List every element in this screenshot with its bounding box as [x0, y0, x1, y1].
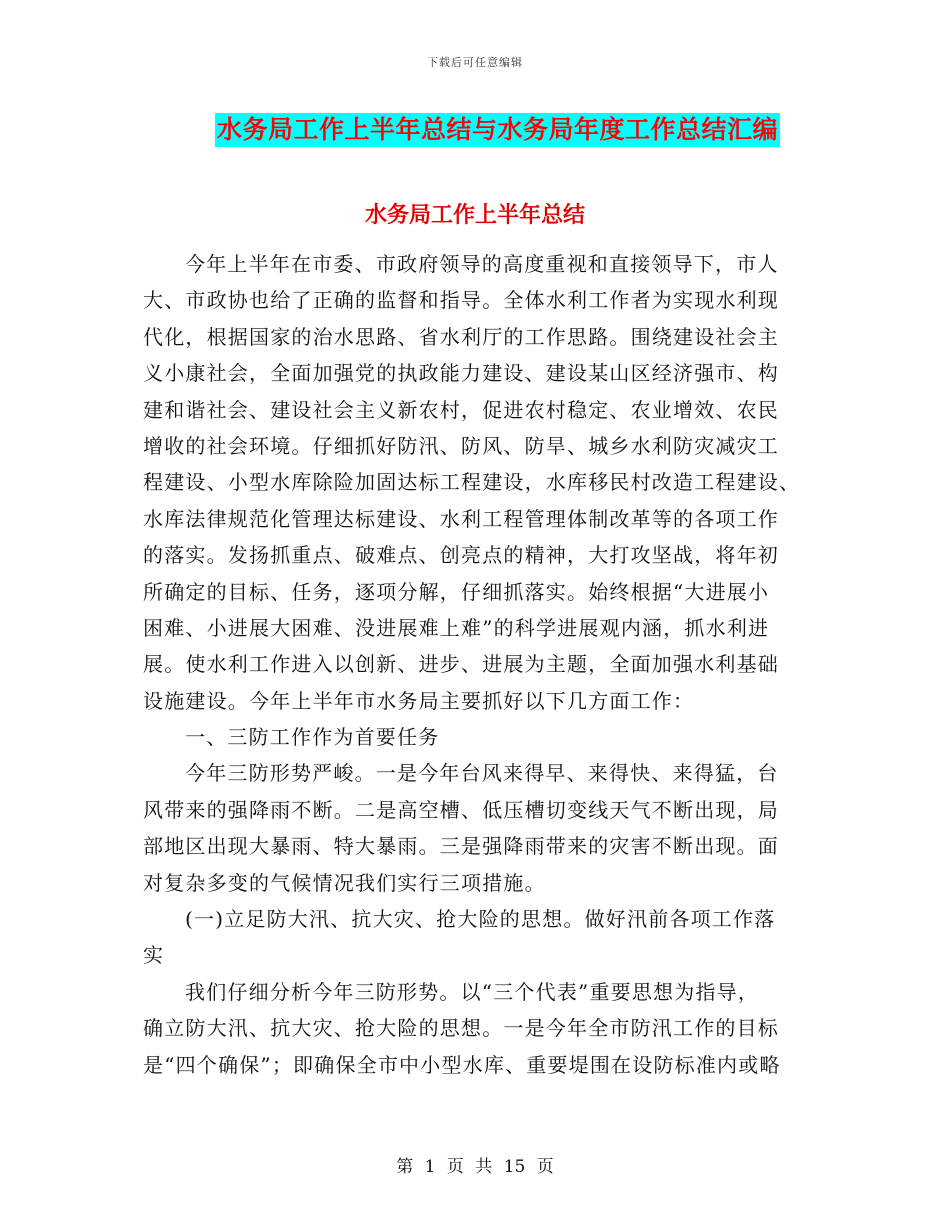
main-title-container	[0, 113, 950, 147]
text-line: 困难、小进展大困难、没进展难上难”的科学进展观内涵，抓水利进	[143, 615, 770, 640]
text-line: 部地区出现大暴雨、特大暴雨。三是强降雨带来的灾害不断出现。面	[143, 834, 779, 859]
text-line: 所确定的目标、任务，逐项分解，仔细抓落实。始终根据“大进展小	[143, 579, 770, 604]
text-line: 大、市政协也给了正确的监督和指导。全体水利工作者为实现水利现	[143, 288, 779, 313]
text-line: 的落实。发扬抓重点、破难点、创亮点的精神，大打攻坚战，将年初	[143, 543, 779, 568]
page-footer: 第 1 页 共 15 页	[396, 1157, 554, 1177]
text-line: 是“四个确保”；即确保全市中小型水库、重要堤围在设防标准内或略	[143, 1052, 781, 1077]
text-line: 我们仔细分析今年三防形势。以“三个代表”重要思想为指导，	[185, 979, 760, 1004]
text-line: 设施建设。今年上半年市水务局主要抓好以下几方面工作：	[143, 688, 695, 713]
text-line: 实	[143, 943, 165, 968]
text-line: 对复杂多变的气候情况我们实行三项措施。	[143, 870, 546, 895]
text-line: 水库法律规范化管理达标建设、水利工程管理体制改革等的各项工作	[143, 506, 779, 531]
page-header-note: 下载后可任意编辑	[427, 56, 523, 69]
text-line: 程建设、小型水库除险加固达标工程建设，水库移民村改造工程建设、	[143, 470, 801, 495]
text-line: 义小康社会，全面加强党的执政能力建设、建设某山区经济强市、构	[143, 361, 779, 386]
text-line: 今年上半年在市委、市政府领导的高度重视和直接领导下，市人	[185, 252, 779, 276]
text-line: 展。使水利工作进入以创新、进步、进展为主题，全面加强水利基础	[143, 652, 779, 677]
text-line: 一、三防工作作为首要任务	[185, 725, 440, 750]
main-title: 水务局工作上半年总结与水务局年度工作总结汇编	[215, 113, 780, 147]
text-line: 代化，根据国家的治水思路、省水利厅的工作思路。围绕建设社会主	[143, 324, 779, 349]
text-line: (一)立足防大汛、抗大灾、抢大险的思想。做好汛前各项工作落	[185, 907, 776, 932]
text-line: 建和谐社会、建设社会主义新农村，促进农村稳定、农业增效、农民	[143, 397, 779, 422]
text-line: 风带来的强降雨不断。二是高空槽、低压槽切变线天气不断出现，局	[143, 797, 779, 822]
text-line: 今年三防形势严峻。一是今年台风来得早、来得快、来得猛，台	[185, 761, 779, 786]
text-line: 增收的社会环境。仔细抓好防汛、防风、防旱、城乡水利防灾减灾工	[143, 433, 779, 458]
section-title: 水务局工作上半年总结	[364, 203, 585, 228]
body-text	[143, 246, 807, 1083]
text-line: 确立防大汛、抗大灾、抢大险的思想。一是今年全市防汛工作的目标	[143, 1016, 779, 1041]
